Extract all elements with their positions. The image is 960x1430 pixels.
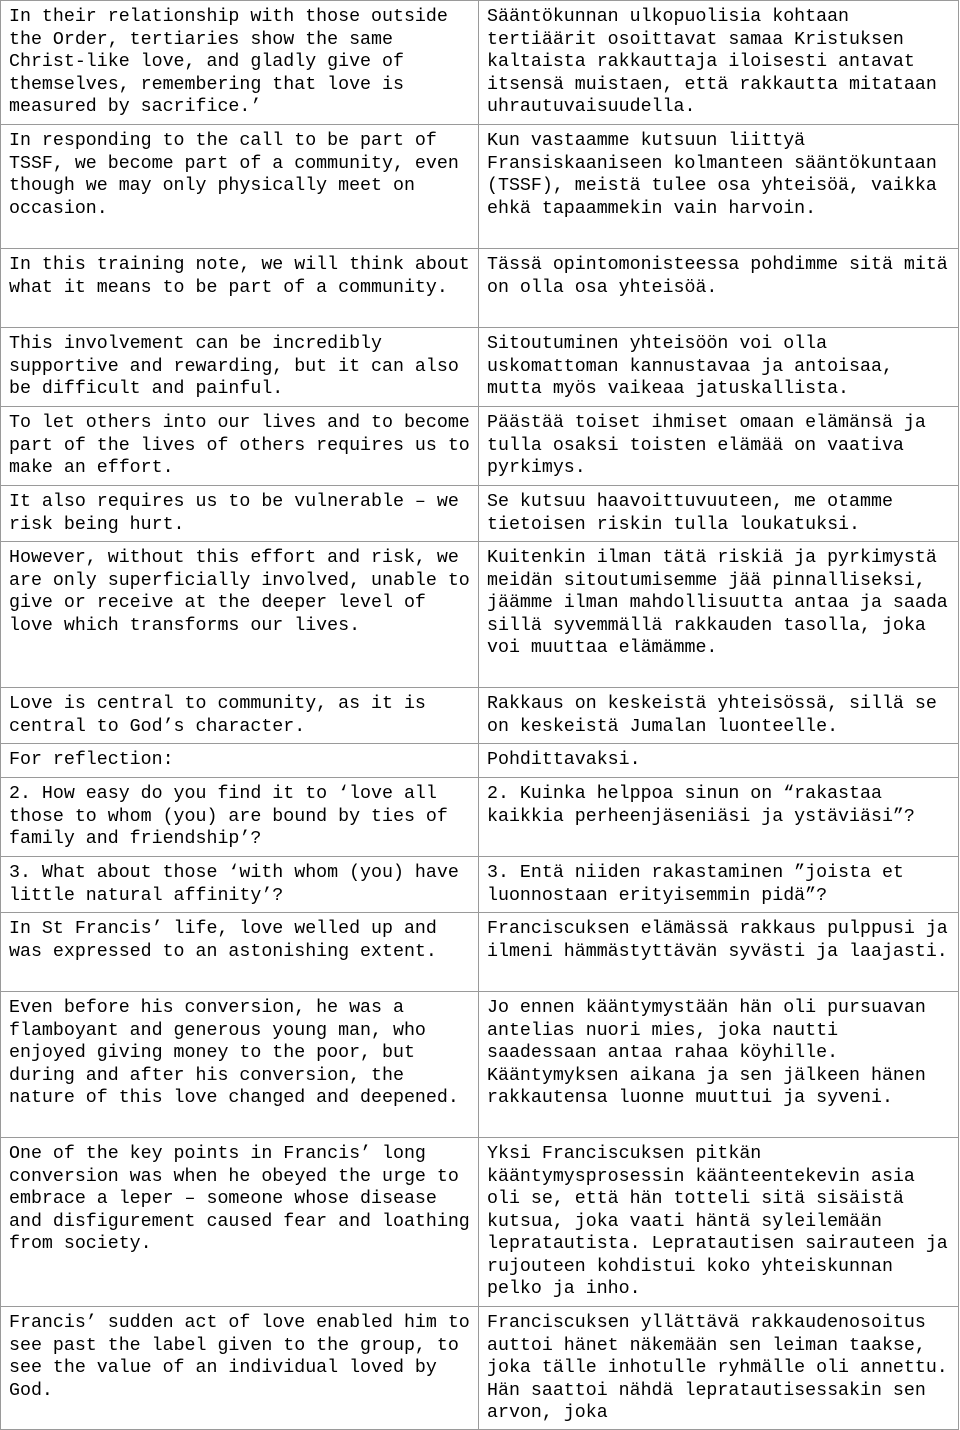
table-row [1,125,959,249]
table-row [1,249,959,328]
finnish-cell: Se kutsuu haavoittuvuuteen, me otamme tietoisen riskin tulla loukatuksi. [479,486,959,542]
english-cell: In this training note, we will think about what it means to be part of a community. [1,249,479,328]
finnish-cell: Sääntökunnan ulkopuolisia kohtaan tertiäärit osoittavat samaa Kristuksen kaltaista rakkauttaja iloisesti antavat itsensä muistaen, että rakkautta mitataan uhrautuvaisuudella. [479,1,959,125]
table-row [1,992,959,1138]
english-cell: One of the key points in Francis’ long conversion was when he obeyed the urge to embrace a leper – someone whose disease and disfigurement caused fear and loathing from society. [1,1138,479,1307]
finnish-cell: Franciscuksen elämässä rakkaus pulppusi ja ilmeni hämmästyttävän syvästi ja laajasti. [479,913,959,992]
finnish-cell: 2. Kuinka helppoa sinun on “rakastaa kaikkia perheenjäseniäsi ja ystäviäsi”? [479,778,959,857]
table-row [1,486,959,542]
finnish-cell: Franciscuksen yllättävä rakkaudenosoitus auttoi hänet näkemään sen leiman taakse, joka tälle inhotulle ryhmälle oli annettu. Hän saattoi nähdä lepratautisessakin sen arvon, joka [479,1307,959,1430]
table-row [1,744,959,778]
english-cell: This involvement can be incredibly supportive and rewarding, but it can also be difficult and painful. [1,328,479,407]
finnish-cell: Rakkaus on keskeistä yhteisössä, sillä se on keskeistä Jumalan luonteelle. [479,688,959,744]
english-cell: It also requires us to be vulnerable – we risk being hurt. [1,486,479,542]
english-cell: Even before his conversion, he was a flamboyant and generous young man, who enjoyed giving money to the poor, but during and after his conversion, the nature of this love changed and deepened. [1,992,479,1138]
english-cell: However, without this effort and risk, we are only superficially involved, unable to give or receive at the deeper level of love which transforms our lives. [1,542,479,688]
finnish-cell: Kun vastaamme kutsuun liittyä Fransiskaaniseen kolmanteen sääntökuntaan (TSSF), meistä tulee osa yhteisöä, vaikka ehkä tapaammekin vain harvoin. [479,125,959,249]
english-cell: In St Francis’ life, love welled up and was expressed to an astonishing extent. [1,913,479,992]
english-cell: For reflection: [1,744,479,778]
table-row [1,857,959,913]
table-row [1,542,959,688]
english-cell: In responding to the call to be part of TSSF, we become part of a community, even though we may only physically meet on occasion. [1,125,479,249]
table-body [1,1,959,1430]
finnish-cell: Päästää toiset ihmiset omaan elämänsä ja tulla osaksi toisten elämää on vaativa pyrkimys. [479,407,959,486]
table-row [1,328,959,407]
english-cell: 3. What about those ‘with whom (you) have little natural affinity’? [1,857,479,913]
table-row [1,1,959,125]
table-row [1,1307,959,1430]
english-cell: Love is central to community, as it is central to God’s character. [1,688,479,744]
table-row [1,778,959,857]
english-cell: To let others into our lives and to become part of the lives of others requires us to make an effort. [1,407,479,486]
finnish-cell: Tässä opintomonisteessa pohdimme sitä mitä on olla osa yhteisöä. [479,249,959,328]
table-row [1,688,959,744]
english-cell: In their relationship with those outside the Order, tertiaries show the same Christ-like love, and gladly give of themselves, remembering that love is measured by sacrifice.’ [1,1,479,125]
finnish-cell: 3. Entä niiden rakastaminen ”joista et luonnostaan erityisemmin pidä”? [479,857,959,913]
english-cell: Francis’ sudden act of love enabled him to see past the label given to the group, to see the value of an individual loved by God. [1,1307,479,1430]
table-row [1,1138,959,1307]
finnish-cell: Jo ennen kääntymystään hän oli pursuavan antelias nuori mies, joka nautti saadessaan antaa rahaa köyhille. Kääntymyksen aikana ja sen jälkeen hänen rakkautensa luonne muuttui ja syveni. [479,992,959,1138]
finnish-cell: Kuitenkin ilman tätä riskiä ja pyrkimystä meidän sitoutumisemme jää pinnalliseksi, jäämme ilman mahdollisuutta antaa ja saada sillä syvemmällä rakkauden tasolla, joka voi muuttaa elämämme. [479,542,959,688]
table-row [1,407,959,486]
english-cell: 2. How easy do you find it to ‘love all those to whom (you) are bound by ties of family and friendship’? [1,778,479,857]
finnish-cell: Sitoutuminen yhteisöön voi olla uskomattoman kannustavaa ja antoisaa, mutta myös vaikeaa jatuskallista. [479,328,959,407]
finnish-cell: Pohdittavaksi. [479,744,959,778]
finnish-cell: Yksi Franciscuksen pitkän kääntymysprosessin käänteentekevin asia oli se, että hän totteli sitä sisäistä kutsua, joka vaati häntä syleilemään lepratautista. Lepratautisen sairauteen ja rujouteen kohdistui koko yhteiskunnan pelko ja inho. [479,1138,959,1307]
table-row [1,913,959,992]
